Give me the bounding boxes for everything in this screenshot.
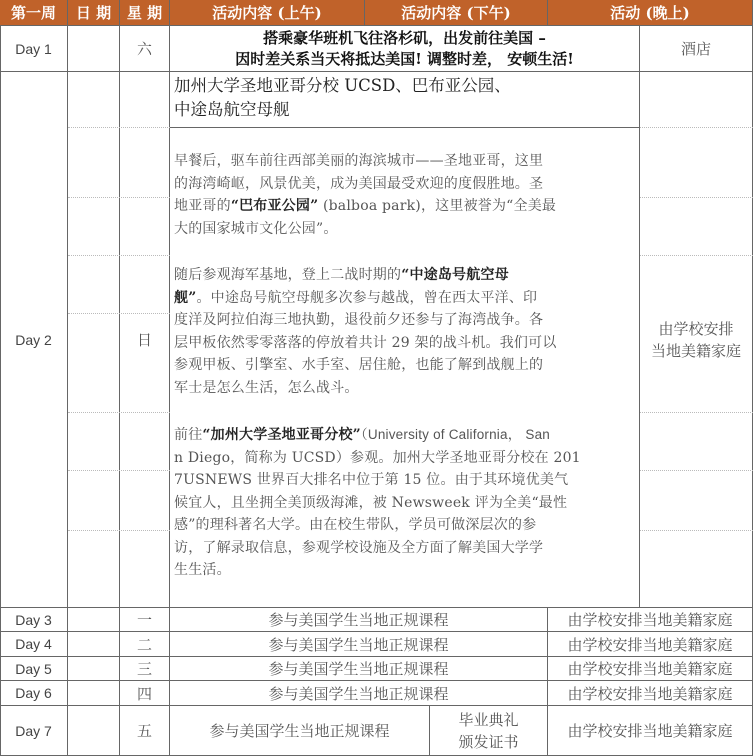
p3-line: 感”的理科著名大学。由在校生带队，学员可做深层次的参	[174, 517, 537, 533]
grid-line	[68, 412, 170, 413]
day2-paragraph-3	[174, 424, 635, 582]
p3-line	[174, 424, 635, 447]
day6-evening: 由学校安排当地美籍家庭	[548, 681, 753, 706]
day2-title	[174, 74, 511, 122]
day7-label: Day 7	[0, 706, 68, 756]
p3-line: 7USNEWS 世界百大排名中位于第 15 位。由于其环境优美气	[174, 472, 569, 488]
day2-title-line2: 中途岛航空母舰	[174, 100, 290, 119]
day2-evening-line2: 当地美籍家庭	[650, 341, 741, 360]
day2-evening-line1: 由学校安排	[658, 319, 734, 338]
day2-label: Day 2	[0, 72, 68, 608]
day1-activity-line2: 因时差关系当天将抵达美国! 调整时差， 安顿生活!	[235, 50, 574, 68]
p1-line: 早餐后，驱车前往西部美丽的海滨城市——圣地亚哥，这里	[174, 153, 544, 169]
day7-afternoon	[430, 706, 548, 756]
header-morning: 活动内容 (上午)	[170, 0, 365, 26]
grid-line	[68, 197, 170, 198]
day2-title-divider	[170, 127, 639, 128]
p3-line: n Diego，简称为 UCSD）参观。加州大学圣地亚哥分校在 201	[174, 449, 581, 466]
day4-weekday: 二	[120, 632, 170, 657]
grid-line	[68, 530, 170, 531]
day7-date	[68, 706, 120, 756]
day2-weekday: 日	[120, 72, 170, 608]
day1-activity-line1: 搭乘豪华班机飞往洛杉矶，出发前往美国 –	[263, 29, 546, 47]
day7-morning: 参与美国学生当地正规课程	[170, 706, 430, 756]
p2-line	[174, 264, 635, 287]
ucsd-name: “加州大学圣地亚哥分校”	[202, 427, 361, 443]
day4-label: Day 4	[0, 632, 68, 657]
day1-evening	[640, 26, 753, 72]
p3-line: 访，了解录取信息，参观学校设施及全方面了解美国大学学	[174, 539, 544, 556]
p2-line: 军士是怎么生活，怎么战斗。	[174, 379, 359, 396]
header-week: 第一周	[0, 0, 68, 26]
day5-evening: 由学校安排当地美籍家庭	[548, 657, 753, 681]
grid-line	[640, 412, 753, 413]
day1-evening-text: 酒店	[680, 40, 711, 58]
grid-line	[640, 197, 753, 198]
grid-line	[68, 470, 170, 471]
day5-weekday: 三	[120, 657, 170, 681]
day1-weekday: 六	[120, 26, 170, 72]
p2-text: 。中途岛号航空母舰多次参与越战，曾在西太平洋、印	[196, 289, 538, 306]
day6-date	[68, 681, 120, 706]
day2-paragraph-2	[174, 264, 635, 399]
p2-line	[174, 287, 635, 310]
p3-text: （University of California， San	[360, 427, 550, 442]
grid-line	[640, 255, 753, 256]
p2-text: 随后参观海军基地，登上二战时期的	[174, 267, 402, 283]
day4-activity: 参与美国学生当地正规课程	[170, 632, 548, 657]
day3-weekday: 一	[120, 608, 170, 632]
p1-text: 地亚哥的	[174, 198, 231, 214]
p3-line: 候宜人，且坐拥全美顶级海滩，被 Newsweek 评为全美“最性	[174, 494, 568, 511]
day3-evening: 由学校安排当地美籍家庭	[548, 608, 753, 632]
day7-evening: 由学校安排当地美籍家庭	[548, 706, 753, 756]
header-afternoon: 活动内容 (下午)	[365, 0, 548, 26]
day6-activity: 参与美国学生当地正规课程	[170, 681, 548, 706]
p1-line	[174, 195, 635, 218]
day1-activity	[170, 26, 640, 72]
day5-label: Day 5	[0, 657, 68, 681]
p1-text: (balboa park)，这里被誉为“全美最	[322, 198, 557, 214]
header-date: 日 期	[68, 0, 120, 26]
p1-line: 大的国家城市文化公园”。	[174, 220, 338, 237]
day2-paragraph-1	[174, 150, 635, 240]
day6-label: Day 6	[0, 681, 68, 706]
midway-carrier-name: “中途岛号航空母	[401, 267, 509, 283]
day3-label: Day 3	[0, 608, 68, 632]
day6-weekday: 四	[120, 681, 170, 706]
grid-line	[68, 255, 170, 256]
day7-afternoon-line1: 毕业典礼	[458, 710, 519, 729]
day4-evening: 由学校安排当地美籍家庭	[548, 632, 753, 657]
p3-line: 生生活。	[174, 562, 231, 578]
grid-line	[640, 530, 753, 531]
day5-date	[68, 657, 120, 681]
grid-line	[640, 470, 753, 471]
day7-afternoon-line2: 颁发证书	[458, 732, 519, 751]
p2-line: 层甲板依然零零落落的停放着共计 29 架的战斗机。我们可以	[174, 334, 557, 351]
p3-text: 前往	[174, 427, 203, 443]
day2-activity	[170, 72, 640, 608]
day3-date	[68, 608, 120, 632]
grid-line	[68, 313, 170, 314]
day4-date	[68, 632, 120, 657]
day7-weekday: 五	[120, 706, 170, 756]
balboa-park-name: “巴布亚公园”	[230, 198, 319, 214]
day2-date	[68, 72, 120, 608]
day3-activity: 参与美国学生当地正规课程	[170, 608, 548, 632]
p1-line: 的海湾崎岖，风景优美，成为美国最受欢迎的度假胜地。圣	[174, 175, 544, 192]
grid-line	[640, 127, 753, 128]
day5-activity: 参与美国学生当地正规课程	[170, 657, 548, 681]
day1-date	[68, 26, 120, 72]
day1-label: Day 1	[0, 26, 68, 72]
p2-line: 参观甲板、引擎室、水手室、居住舱，也能了解到战舰上的	[174, 357, 544, 373]
header-evening: 活动 (晚上)	[548, 0, 753, 26]
p2-line: 度洋及阿拉伯海三地执勤，退役前夕还参与了海湾战争。各	[174, 312, 544, 328]
header-weekday: 星 期	[120, 0, 170, 26]
day2-evening	[640, 72, 753, 608]
grid-line	[68, 127, 170, 128]
midway-carrier-name-end: 舰”	[174, 289, 197, 306]
day2-title-line1: 加州大学圣地亚哥分校 UCSD、巴布亚公园、	[174, 76, 511, 95]
